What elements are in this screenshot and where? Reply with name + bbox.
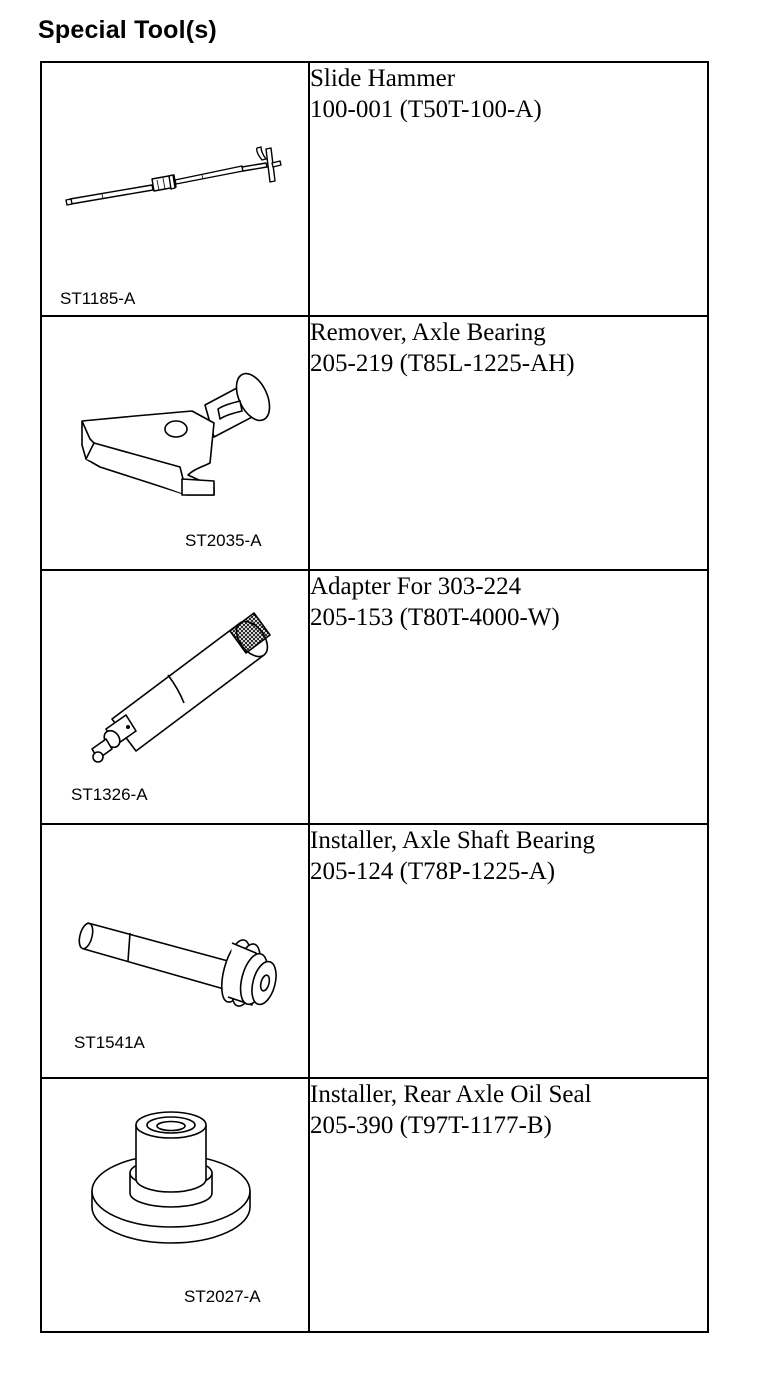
table-row — [41, 1078, 708, 1332]
tool-code: ST2035-A — [185, 531, 262, 550]
tool-description-cell — [309, 316, 708, 570]
table-row — [41, 570, 708, 824]
tool-name: Installer, Rear Axle Oil Seal — [310, 1081, 592, 1108]
table-row — [41, 316, 708, 570]
tool-illustration-cell — [41, 62, 309, 316]
tool-number: 205-390 (T97T-1177-B) — [310, 1112, 552, 1139]
tool-code: ST2027-A — [184, 1287, 261, 1306]
tool-number: 205-219 (T85L-1225-AH) — [310, 350, 575, 377]
tool-code: ST1541A — [74, 1033, 145, 1052]
tool-code: ST1326-A — [71, 785, 148, 804]
tool-name: Remover, Axle Bearing — [310, 319, 546, 346]
tool-description-cell — [309, 1078, 708, 1332]
special-tools-table — [40, 61, 709, 1333]
axle-bearing-remover-icon — [42, 317, 308, 569]
tool-description-cell — [309, 62, 708, 316]
oil-seal-installer-icon — [42, 1079, 308, 1331]
tool-name: Installer, Axle Shaft Bearing — [310, 827, 596, 854]
table-row — [41, 824, 708, 1078]
tool-description-cell — [309, 570, 708, 824]
page-title: Special Tool(s) — [38, 16, 217, 44]
tool-name: Slide Hammer — [310, 65, 456, 92]
tool-illustration-cell — [41, 570, 309, 824]
tool-name: Adapter For 303-224 — [310, 573, 522, 600]
tool-number: 205-124 (T78P-1225-A) — [310, 858, 556, 885]
tool-illustration-cell — [41, 824, 309, 1078]
tool-illustration-cell — [41, 316, 309, 570]
tool-number: 205-153 (T80T-4000-W) — [310, 604, 560, 631]
tool-description-cell — [309, 824, 708, 1078]
table-row — [41, 62, 708, 316]
slide-hammer-icon — [42, 63, 308, 315]
tool-number: 100-001 (T50T-100-A) — [310, 96, 542, 123]
tool-illustration-cell — [41, 1078, 309, 1332]
tool-code: ST1185-A — [60, 289, 136, 308]
